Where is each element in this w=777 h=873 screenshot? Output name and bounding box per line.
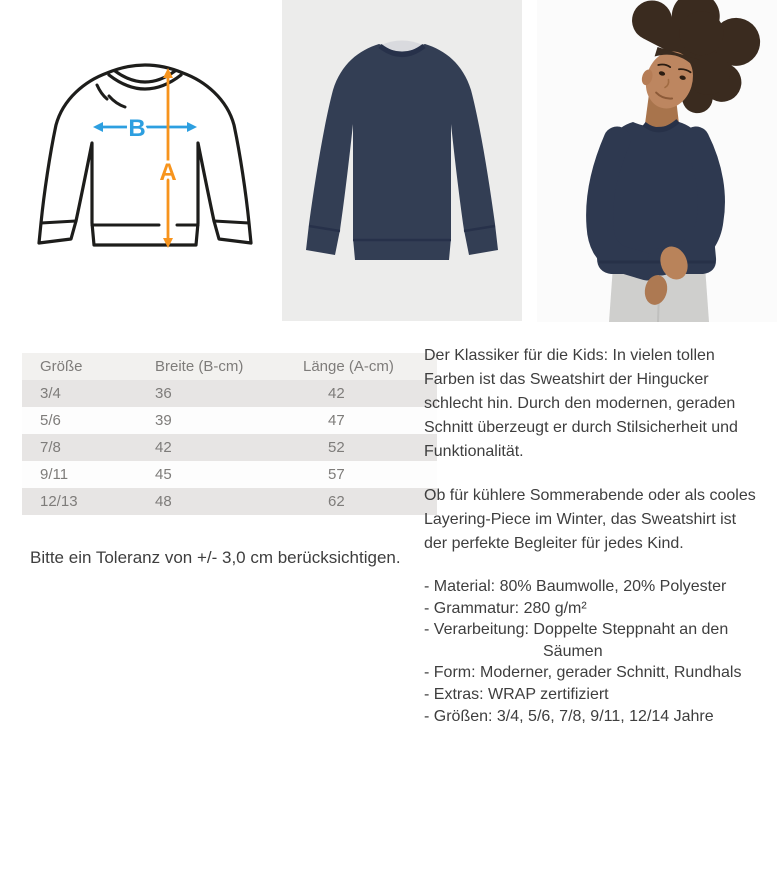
length-cell: 57 xyxy=(328,466,345,483)
description-paragraph: Ob für kühlere Sommerabende oder als cooles Layering-Piece im Winter, das Sweatshirt ist der perfekte Begleiter für jedes Kind. xyxy=(424,487,756,552)
product-photo-flat xyxy=(282,0,522,321)
navy-sweatshirt-image xyxy=(282,0,522,321)
length-cell: 42 xyxy=(328,385,345,402)
size-cell: 3/4 xyxy=(40,385,61,402)
tolerance-note: Bitte ein Toleranz von +/- 3,0 cm berücksichtigen. xyxy=(30,548,401,567)
col-header-laenge: Länge (A-cm) xyxy=(303,358,394,375)
table-row xyxy=(22,380,437,407)
table-row xyxy=(22,488,437,515)
detail-verarbeitung: - Verarbeitung: Doppelte Steppnaht an den xyxy=(424,621,729,639)
size-cell: 5/6 xyxy=(40,412,61,429)
detail-extras: - Extras: WRAP zertifiziert xyxy=(424,685,609,703)
width-cell: 39 xyxy=(155,412,172,429)
size-cell: 9/11 xyxy=(40,466,69,483)
kid-wearing-sweatshirt-image xyxy=(537,0,777,322)
width-cell: 48 xyxy=(155,493,172,510)
detail-form: - Form: Moderner, gerader Schnitt, Rundhals xyxy=(424,664,742,682)
width-cell: 42 xyxy=(155,439,172,456)
width-label: B xyxy=(128,115,146,142)
length-cell: 62 xyxy=(328,493,345,510)
product-description xyxy=(424,344,760,727)
detail-material: - Material: 80% Baumwolle, 20% Polyester xyxy=(424,578,727,595)
col-header-breite: Breite (B-cm) xyxy=(155,358,244,375)
length-cell: 47 xyxy=(328,412,345,429)
size-table xyxy=(22,353,437,515)
col-header-groesse: Größe xyxy=(40,358,83,375)
size-table-header-row xyxy=(22,353,437,380)
sweatshirt-line-drawing-icon xyxy=(35,55,255,260)
table-row xyxy=(22,461,437,488)
table-row xyxy=(22,434,437,461)
length-label: A xyxy=(159,159,177,186)
size-measurement-diagram xyxy=(35,55,255,260)
product-details-list xyxy=(424,576,760,727)
model-photo-kid xyxy=(537,0,777,322)
size-cell: 12/13 xyxy=(40,493,78,510)
description-paragraph: Der Klassiker für die Kids: In vielen tollen Farben ist das Sweatshirt der Hingucker schlecht hin. Durch den modernen, geraden Schnitt überzeugt er durch Stilsicherheit und Funktionalität. xyxy=(424,347,738,460)
detail-groessen: - Größen: 3/4, 5/6, 7/8, 9/11, 12/14 Jahre xyxy=(424,707,714,725)
table-row xyxy=(22,407,437,434)
width-cell: 45 xyxy=(155,466,172,483)
detail-grammatur: - Grammatur: 280 g/m² xyxy=(424,599,587,617)
size-cell: 7/8 xyxy=(40,439,61,456)
detail-verarbeitung-wrap: Säumen xyxy=(543,642,603,660)
width-cell: 36 xyxy=(155,385,172,402)
length-cell: 52 xyxy=(328,439,345,456)
